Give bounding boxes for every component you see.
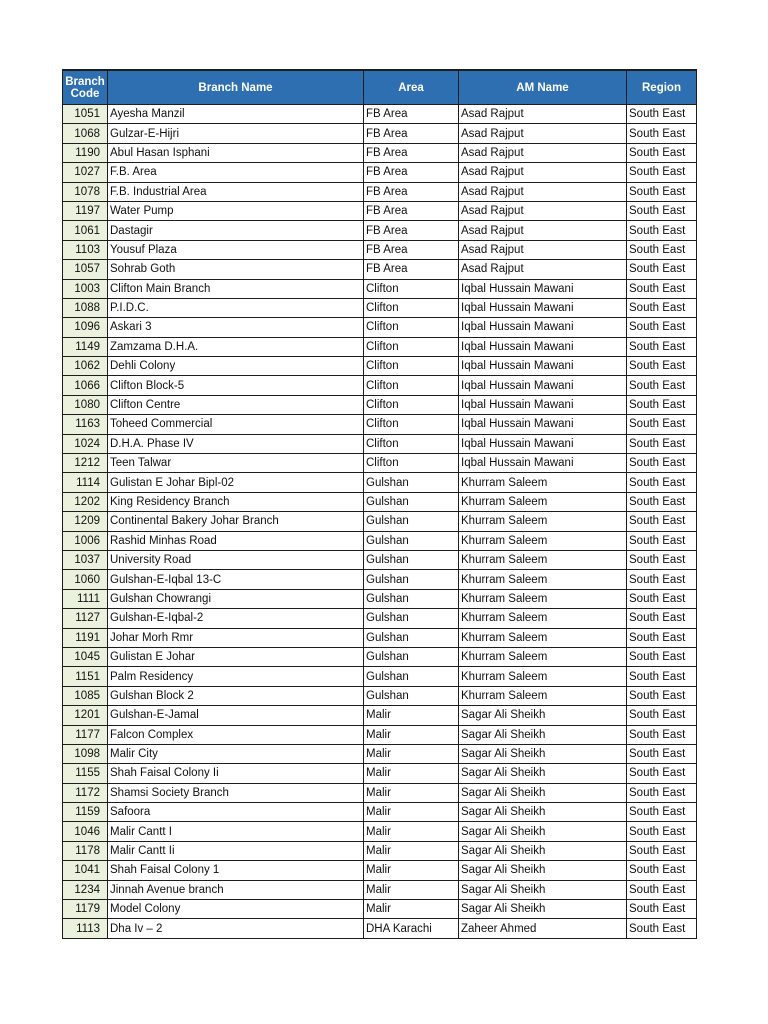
cell-area[interactable]: Clifton: [364, 357, 459, 376]
table-row[interactable]: [63, 706, 697, 725]
cell-area[interactable]: FB Area: [364, 182, 459, 201]
cell-region[interactable]: South East: [627, 861, 697, 880]
cell-am-name[interactable]: Khurram Saleem: [459, 570, 627, 589]
header-branch-code[interactable]: Branch Code: [63, 70, 108, 105]
cell-branch-code[interactable]: 1149: [63, 337, 108, 356]
cell-am-name[interactable]: Iqbal Hussain Mawani: [459, 454, 627, 473]
cell-branch-code[interactable]: 1163: [63, 415, 108, 434]
cell-am-name[interactable]: Khurram Saleem: [459, 492, 627, 511]
cell-branch-name[interactable]: Sohrab Goth: [108, 260, 364, 279]
cell-region[interactable]: South East: [627, 589, 697, 608]
cell-am-name[interactable]: Sagar Ali Sheikh: [459, 900, 627, 919]
cell-branch-name[interactable]: Model Colony: [108, 900, 364, 919]
table-row[interactable]: [63, 725, 697, 744]
cell-am-name[interactable]: Khurram Saleem: [459, 589, 627, 608]
cell-branch-code[interactable]: 1051: [63, 105, 108, 124]
cell-region[interactable]: South East: [627, 298, 697, 317]
cell-am-name[interactable]: Iqbal Hussain Mawani: [459, 298, 627, 317]
cell-branch-code[interactable]: 1003: [63, 279, 108, 298]
table-row[interactable]: [63, 143, 697, 162]
cell-branch-name[interactable]: D.H.A. Phase IV: [108, 434, 364, 453]
cell-branch-code[interactable]: 1201: [63, 706, 108, 725]
table-row[interactable]: [63, 201, 697, 220]
branch-sheet: [62, 69, 697, 939]
cell-branch-code[interactable]: 1060: [63, 570, 108, 589]
cell-branch-code[interactable]: 1085: [63, 686, 108, 705]
cell-am-name[interactable]: Iqbal Hussain Mawani: [459, 395, 627, 414]
cell-am-name[interactable]: Iqbal Hussain Mawani: [459, 279, 627, 298]
cell-branch-name[interactable]: P.I.D.C.: [108, 298, 364, 317]
cell-branch-code[interactable]: 1098: [63, 744, 108, 763]
cell-region[interactable]: South East: [627, 570, 697, 589]
cell-branch-code[interactable]: 1046: [63, 822, 108, 841]
cell-branch-code[interactable]: 1155: [63, 764, 108, 783]
cell-branch-name[interactable]: Gulshan-E-Jamal: [108, 706, 364, 725]
cell-am-name[interactable]: Asad Rajput: [459, 163, 627, 182]
cell-area[interactable]: Gulshan: [364, 647, 459, 666]
cell-branch-name[interactable]: F.B. Area: [108, 163, 364, 182]
cell-am-name[interactable]: Khurram Saleem: [459, 609, 627, 628]
cell-branch-code[interactable]: 1111: [63, 589, 108, 608]
cell-branch-code[interactable]: 1197: [63, 201, 108, 220]
cell-branch-name[interactable]: Teen Talwar: [108, 454, 364, 473]
branch-table: [62, 69, 697, 939]
table-row[interactable]: [63, 260, 697, 279]
header-row: [63, 70, 697, 105]
table-row[interactable]: [63, 803, 697, 822]
cell-branch-code[interactable]: 1061: [63, 221, 108, 240]
table-row[interactable]: [63, 841, 697, 860]
cell-am-name[interactable]: Asad Rajput: [459, 221, 627, 240]
cell-area[interactable]: FB Area: [364, 124, 459, 143]
cell-am-name[interactable]: Sagar Ali Sheikh: [459, 744, 627, 763]
cell-area[interactable]: Malir: [364, 880, 459, 899]
cell-am-name[interactable]: Khurram Saleem: [459, 473, 627, 492]
cell-region[interactable]: South East: [627, 376, 697, 395]
cell-am-name[interactable]: Sagar Ali Sheikh: [459, 725, 627, 744]
table-row[interactable]: [63, 764, 697, 783]
table-row[interactable]: [63, 647, 697, 666]
cell-am-name[interactable]: Sagar Ali Sheikh: [459, 822, 627, 841]
cell-area[interactable]: Gulshan: [364, 589, 459, 608]
cell-branch-name[interactable]: Johar Morh Rmr: [108, 628, 364, 647]
cell-am-name[interactable]: Asad Rajput: [459, 201, 627, 220]
cell-am-name[interactable]: Sagar Ali Sheikh: [459, 764, 627, 783]
cell-region[interactable]: South East: [627, 415, 697, 434]
table-row[interactable]: [63, 531, 697, 550]
header-area[interactable]: Area: [364, 70, 459, 105]
cell-branch-code[interactable]: 1127: [63, 609, 108, 628]
cell-area[interactable]: Gulshan: [364, 473, 459, 492]
table-row[interactable]: [63, 376, 697, 395]
cell-branch-name[interactable]: Abul Hasan Isphani: [108, 143, 364, 162]
cell-region[interactable]: South East: [627, 221, 697, 240]
cell-branch-code[interactable]: 1179: [63, 900, 108, 919]
cell-region[interactable]: South East: [627, 667, 697, 686]
table-row[interactable]: [63, 744, 697, 763]
cell-area[interactable]: Clifton: [364, 279, 459, 298]
table-row[interactable]: [63, 357, 697, 376]
table-row[interactable]: [63, 318, 697, 337]
cell-region[interactable]: South East: [627, 182, 697, 201]
table-row[interactable]: [63, 395, 697, 414]
cell-branch-name[interactable]: Clifton Centre: [108, 395, 364, 414]
cell-region[interactable]: South East: [627, 143, 697, 162]
cell-region[interactable]: South East: [627, 318, 697, 337]
cell-region[interactable]: South East: [627, 105, 697, 124]
table-row[interactable]: [63, 163, 697, 182]
cell-region[interactable]: South East: [627, 764, 697, 783]
table-row[interactable]: [63, 919, 697, 938]
table-row[interactable]: [63, 473, 697, 492]
cell-branch-code[interactable]: 1209: [63, 512, 108, 531]
cell-branch-name[interactable]: Jinnah Avenue branch: [108, 880, 364, 899]
cell-branch-name[interactable]: Malir Cantt I: [108, 822, 364, 841]
table-row[interactable]: [63, 589, 697, 608]
table-row[interactable]: [63, 434, 697, 453]
table-row[interactable]: [63, 570, 697, 589]
table-row[interactable]: [63, 900, 697, 919]
table-row[interactable]: [63, 628, 697, 647]
cell-area[interactable]: FB Area: [364, 201, 459, 220]
cell-area[interactable]: Gulshan: [364, 667, 459, 686]
cell-region[interactable]: South East: [627, 550, 697, 569]
cell-branch-code[interactable]: 1024: [63, 434, 108, 453]
cell-am-name[interactable]: Asad Rajput: [459, 124, 627, 143]
cell-branch-name[interactable]: Askari 3: [108, 318, 364, 337]
cell-region[interactable]: South East: [627, 434, 697, 453]
cell-branch-name[interactable]: Gulshan-E-Iqbal 13-C: [108, 570, 364, 589]
cell-region[interactable]: South East: [627, 124, 697, 143]
cell-area[interactable]: Gulshan: [364, 550, 459, 569]
cell-region[interactable]: South East: [627, 395, 697, 414]
cell-branch-code[interactable]: 1027: [63, 163, 108, 182]
cell-area[interactable]: Malir: [364, 783, 459, 802]
table-row[interactable]: [63, 337, 697, 356]
cell-region[interactable]: South East: [627, 706, 697, 725]
cell-region[interactable]: South East: [627, 783, 697, 802]
cell-area[interactable]: FB Area: [364, 105, 459, 124]
cell-branch-name[interactable]: Gulshan Chowrangi: [108, 589, 364, 608]
cell-area[interactable]: Gulshan: [364, 531, 459, 550]
cell-branch-code[interactable]: 1177: [63, 725, 108, 744]
table-row[interactable]: [63, 512, 697, 531]
cell-area[interactable]: Clifton: [364, 337, 459, 356]
cell-am-name[interactable]: Khurram Saleem: [459, 550, 627, 569]
table-row[interactable]: [63, 783, 697, 802]
cell-branch-code[interactable]: 1041: [63, 861, 108, 880]
table-body: [63, 105, 697, 939]
cell-branch-code[interactable]: 1212: [63, 454, 108, 473]
cell-am-name[interactable]: Sagar Ali Sheikh: [459, 783, 627, 802]
cell-branch-name[interactable]: Ayesha Manzil: [108, 105, 364, 124]
table-row[interactable]: [63, 182, 697, 201]
cell-area[interactable]: Gulshan: [364, 628, 459, 647]
cell-region[interactable]: South East: [627, 744, 697, 763]
cell-area[interactable]: Clifton: [364, 454, 459, 473]
cell-region[interactable]: South East: [627, 337, 697, 356]
header-am-name[interactable]: AM Name: [459, 70, 627, 105]
cell-area[interactable]: Malir: [364, 706, 459, 725]
cell-branch-code[interactable]: 1234: [63, 880, 108, 899]
cell-branch-name[interactable]: F.B. Industrial Area: [108, 182, 364, 201]
table-row[interactable]: [63, 415, 697, 434]
cell-am-name[interactable]: Iqbal Hussain Mawani: [459, 357, 627, 376]
cell-region[interactable]: South East: [627, 454, 697, 473]
cell-am-name[interactable]: Sagar Ali Sheikh: [459, 880, 627, 899]
cell-am-name[interactable]: Khurram Saleem: [459, 686, 627, 705]
cell-branch-name[interactable]: Clifton Block-5: [108, 376, 364, 395]
cell-region[interactable]: South East: [627, 473, 697, 492]
cell-area[interactable]: Clifton: [364, 376, 459, 395]
cell-region[interactable]: South East: [627, 900, 697, 919]
cell-branch-name[interactable]: Continental Bakery Johar Branch: [108, 512, 364, 531]
cell-area[interactable]: Gulshan: [364, 492, 459, 511]
table-row[interactable]: [63, 279, 697, 298]
cell-region[interactable]: South East: [627, 512, 697, 531]
table-row[interactable]: [63, 221, 697, 240]
cell-area[interactable]: Malir: [364, 744, 459, 763]
cell-branch-code[interactable]: 1088: [63, 298, 108, 317]
cell-am-name[interactable]: Iqbal Hussain Mawani: [459, 376, 627, 395]
cell-branch-code[interactable]: 1096: [63, 318, 108, 337]
cell-branch-code[interactable]: 1037: [63, 550, 108, 569]
cell-region[interactable]: South East: [627, 163, 697, 182]
cell-branch-name[interactable]: Shah Faisal Colony Ii: [108, 764, 364, 783]
cell-area[interactable]: Clifton: [364, 395, 459, 414]
cell-branch-name[interactable]: Zamzama D.H.A.: [108, 337, 364, 356]
table-row[interactable]: [63, 667, 697, 686]
cell-branch-name[interactable]: Gulistan E Johar: [108, 647, 364, 666]
cell-am-name[interactable]: Asad Rajput: [459, 143, 627, 162]
cell-area[interactable]: Gulshan: [364, 570, 459, 589]
cell-area[interactable]: FB Area: [364, 163, 459, 182]
cell-region[interactable]: South East: [627, 822, 697, 841]
cell-branch-code[interactable]: 1114: [63, 473, 108, 492]
cell-region[interactable]: South East: [627, 725, 697, 744]
cell-branch-code[interactable]: 1178: [63, 841, 108, 860]
cell-am-name[interactable]: Iqbal Hussain Mawani: [459, 434, 627, 453]
cell-region[interactable]: South East: [627, 628, 697, 647]
table-row[interactable]: [63, 822, 697, 841]
cell-branch-code[interactable]: 1078: [63, 182, 108, 201]
cell-am-name[interactable]: Khurram Saleem: [459, 531, 627, 550]
cell-branch-name[interactable]: Toheed Commercial: [108, 415, 364, 434]
cell-area[interactable]: FB Area: [364, 240, 459, 259]
cell-branch-code[interactable]: 1103: [63, 240, 108, 259]
cell-am-name[interactable]: Iqbal Hussain Mawani: [459, 337, 627, 356]
cell-branch-name[interactable]: Dha Iv – 2: [108, 919, 364, 938]
cell-branch-name[interactable]: Palm Residency: [108, 667, 364, 686]
cell-branch-code[interactable]: 1172: [63, 783, 108, 802]
cell-area[interactable]: Malir: [364, 803, 459, 822]
table-row[interactable]: [63, 298, 697, 317]
table-row[interactable]: [63, 105, 697, 124]
cell-area[interactable]: Malir: [364, 822, 459, 841]
table-row[interactable]: [63, 609, 697, 628]
cell-area[interactable]: Malir: [364, 900, 459, 919]
cell-region[interactable]: South East: [627, 919, 697, 938]
cell-region[interactable]: South East: [627, 609, 697, 628]
cell-region[interactable]: South East: [627, 803, 697, 822]
cell-region[interactable]: South East: [627, 279, 697, 298]
cell-region[interactable]: South East: [627, 357, 697, 376]
table-row[interactable]: [63, 550, 697, 569]
cell-branch-code[interactable]: 1190: [63, 143, 108, 162]
table-row[interactable]: [63, 124, 697, 143]
cell-branch-name[interactable]: Gulistan E Johar Bipl-02: [108, 473, 364, 492]
cell-branch-code[interactable]: 1202: [63, 492, 108, 511]
cell-am-name[interactable]: Sagar Ali Sheikh: [459, 803, 627, 822]
cell-branch-name[interactable]: Dastagir: [108, 221, 364, 240]
cell-branch-name[interactable]: Safoora: [108, 803, 364, 822]
cell-branch-name[interactable]: Gulshan-E-Iqbal-2: [108, 609, 364, 628]
header-branch-name[interactable]: Branch Name: [108, 70, 364, 105]
cell-region[interactable]: South East: [627, 841, 697, 860]
cell-branch-name[interactable]: Gulshan Block 2: [108, 686, 364, 705]
cell-am-name[interactable]: Khurram Saleem: [459, 512, 627, 531]
cell-am-name[interactable]: Sagar Ali Sheikh: [459, 841, 627, 860]
cell-am-name[interactable]: Iqbal Hussain Mawani: [459, 318, 627, 337]
table-row[interactable]: [63, 880, 697, 899]
cell-region[interactable]: South East: [627, 686, 697, 705]
cell-region[interactable]: South East: [627, 880, 697, 899]
cell-branch-name[interactable]: Water Pump: [108, 201, 364, 220]
cell-branch-name[interactable]: King Residency Branch: [108, 492, 364, 511]
cell-area[interactable]: FB Area: [364, 221, 459, 240]
cell-branch-name[interactable]: Falcon Complex: [108, 725, 364, 744]
cell-branch-code[interactable]: 1151: [63, 667, 108, 686]
cell-am-name[interactable]: Khurram Saleem: [459, 628, 627, 647]
cell-region[interactable]: South East: [627, 260, 697, 279]
cell-am-name[interactable]: Zaheer Ahmed: [459, 919, 627, 938]
cell-branch-name[interactable]: Gulzar-E-Hijri: [108, 124, 364, 143]
cell-area[interactable]: Malir: [364, 725, 459, 744]
cell-am-name[interactable]: Asad Rajput: [459, 260, 627, 279]
cell-area[interactable]: FB Area: [364, 260, 459, 279]
cell-area[interactable]: Gulshan: [364, 512, 459, 531]
table-row[interactable]: [63, 240, 697, 259]
cell-region[interactable]: South East: [627, 240, 697, 259]
cell-branch-code[interactable]: 1062: [63, 357, 108, 376]
cell-branch-name[interactable]: Clifton Main Branch: [108, 279, 364, 298]
cell-am-name[interactable]: Sagar Ali Sheikh: [459, 706, 627, 725]
cell-area[interactable]: Malir: [364, 861, 459, 880]
cell-area[interactable]: Clifton: [364, 318, 459, 337]
cell-branch-code[interactable]: 1191: [63, 628, 108, 647]
cell-region[interactable]: South East: [627, 492, 697, 511]
cell-branch-code[interactable]: 1006: [63, 531, 108, 550]
cell-area[interactable]: Clifton: [364, 298, 459, 317]
cell-am-name[interactable]: Asad Rajput: [459, 240, 627, 259]
cell-branch-name[interactable]: Malir Cantt Ii: [108, 841, 364, 860]
cell-area[interactable]: Gulshan: [364, 609, 459, 628]
table-row[interactable]: [63, 492, 697, 511]
header-region[interactable]: Region: [627, 70, 697, 105]
cell-area[interactable]: Malir: [364, 764, 459, 783]
cell-branch-code[interactable]: 1068: [63, 124, 108, 143]
cell-branch-code[interactable]: 1159: [63, 803, 108, 822]
cell-area[interactable]: FB Area: [364, 143, 459, 162]
cell-area[interactable]: Gulshan: [364, 686, 459, 705]
cell-branch-name[interactable]: Malir City: [108, 744, 364, 763]
cell-region[interactable]: South East: [627, 531, 697, 550]
cell-region[interactable]: South East: [627, 201, 697, 220]
cell-branch-name[interactable]: Dehli Colony: [108, 357, 364, 376]
cell-branch-code[interactable]: 1113: [63, 919, 108, 938]
cell-region[interactable]: South East: [627, 647, 697, 666]
cell-branch-code[interactable]: 1080: [63, 395, 108, 414]
table-row[interactable]: [63, 686, 697, 705]
cell-area[interactable]: DHA Karachi: [364, 919, 459, 938]
cell-area[interactable]: Malir: [364, 841, 459, 860]
cell-am-name[interactable]: Sagar Ali Sheikh: [459, 861, 627, 880]
cell-am-name[interactable]: Asad Rajput: [459, 105, 627, 124]
cell-branch-code[interactable]: 1045: [63, 647, 108, 666]
table-row[interactable]: [63, 861, 697, 880]
cell-area[interactable]: Clifton: [364, 434, 459, 453]
table-row[interactable]: [63, 454, 697, 473]
cell-am-name[interactable]: Khurram Saleem: [459, 647, 627, 666]
cell-branch-name[interactable]: Shah Faisal Colony 1: [108, 861, 364, 880]
cell-branch-name[interactable]: Shamsi Society Branch: [108, 783, 364, 802]
cell-am-name[interactable]: Khurram Saleem: [459, 667, 627, 686]
cell-branch-code[interactable]: 1066: [63, 376, 108, 395]
cell-am-name[interactable]: Asad Rajput: [459, 182, 627, 201]
cell-branch-name[interactable]: University Road: [108, 550, 364, 569]
cell-am-name[interactable]: Iqbal Hussain Mawani: [459, 415, 627, 434]
cell-branch-name[interactable]: Rashid Minhas Road: [108, 531, 364, 550]
cell-branch-code[interactable]: 1057: [63, 260, 108, 279]
cell-branch-name[interactable]: Yousuf Plaza: [108, 240, 364, 259]
cell-area[interactable]: Clifton: [364, 415, 459, 434]
